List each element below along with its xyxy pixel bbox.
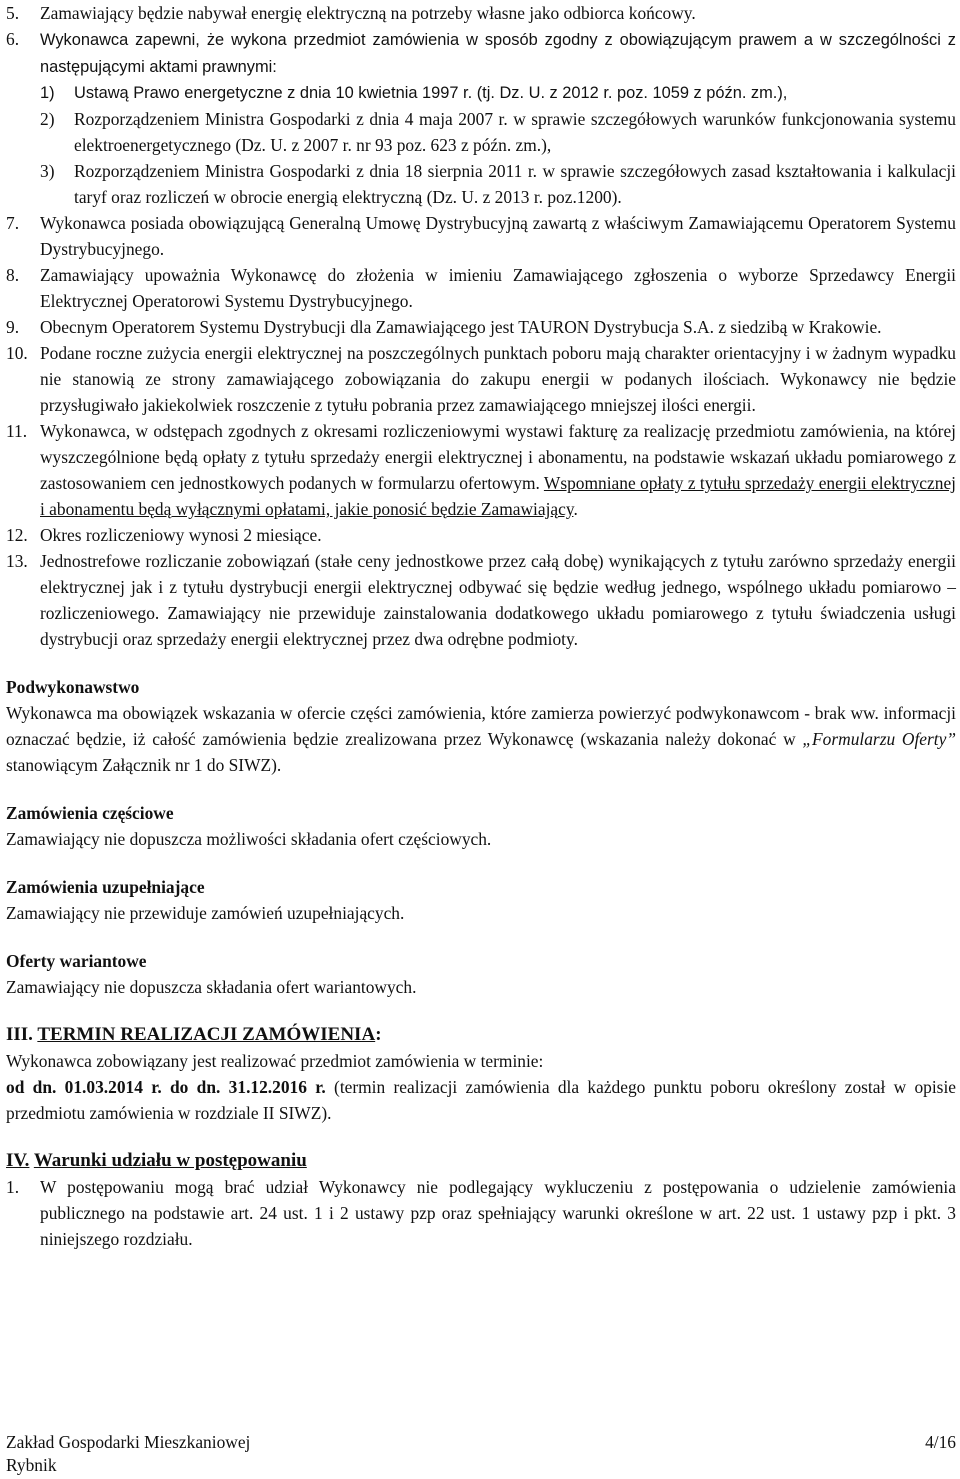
item-number: 10. — [6, 343, 28, 363]
sub-number: 3) — [40, 161, 55, 181]
section-title-colon: : — [375, 1024, 382, 1045]
sub-number: 1) — [40, 84, 55, 102]
page-number: 4/16 — [925, 1432, 956, 1452]
section-3-heading — [6, 1022, 956, 1048]
item-13 — [6, 548, 956, 652]
item-text: W postępowaniu mogą brać udział Wykonawcy nie podlegający wykluczeniu z postępowania o udzielenie zamówienia publicznego na podstawie art. 24 ust. 1 i 2 ustawy pzp oraz spełniający warunki określone w art. 22 ust. 1 ustawy pzp i pkt. 3 niniejszego rozdziału. — [40, 1177, 956, 1249]
spacer — [6, 652, 956, 674]
section-4-heading — [6, 1148, 956, 1174]
section-3-dates — [6, 1074, 956, 1126]
footer-organization: Zakład Gospodarki Mieszkaniowej — [6, 1432, 251, 1452]
item-text: Podane roczne zużycia energii elektrycznej na poszczególnych punktach poboru mają charakter orientacyjny i w żadnym wypadku nie stanowią ze strony zamawiającego zobowiązania do zakupu energii w podanych ilościach. Wykonawcy nie będzie przysługiwało jakiekolwiek roszczenie z tytułu pobrania przez zamawiającego mniejszej ilości energii. — [40, 343, 956, 415]
item-text: Okres rozliczeniowy wynosi 2 miesiące. — [40, 525, 322, 545]
sub-text: Rozporządzeniem Ministra Gospodarki z dnia 18 sierpnia 2011 r. w sprawie szczegółowych zasad kształtowania i kalkulacji taryf oraz rozliczeń w obrocie energią elektryczną (Dz. U. z 2013 r. poz.1200). — [74, 161, 956, 207]
item-12 — [6, 522, 956, 548]
item-6-sub-1 — [6, 80, 956, 106]
document-page — [6, 0, 956, 1252]
heading-oferty-wariantowe: Oferty wariantowe — [6, 951, 147, 971]
spacer — [6, 778, 956, 800]
section-3-text: Wykonawca zobowiązany jest realizować przedmiot zamówienia w terminie: — [6, 1051, 544, 1071]
section-number: III. — [6, 1024, 33, 1045]
heading-zamowienia-czesciowe: Zamówienia częściowe — [6, 803, 174, 823]
spacer — [6, 926, 956, 948]
spacer — [6, 1000, 956, 1022]
spacer — [6, 852, 956, 874]
item-number: 1. — [6, 1177, 20, 1197]
section-title: Warunki udziału w postępowaniu — [33, 1150, 307, 1171]
item-number: 13. — [6, 551, 28, 571]
item-6 — [6, 26, 956, 80]
item-9 — [6, 314, 956, 340]
zamowienia-czesciowe-text: Zamawiający nie dopuszcza możliwości składania ofert częściowych. — [6, 829, 492, 849]
item-text: Wykonawca zapewni, że wykona przedmiot zamówienia w sposób zgodny z obowiązującym prawem a w szczególności z następującymi aktami prawnymi: — [40, 31, 956, 76]
podwykonawstwo-form-name: „Formularzu Oferty” — [802, 729, 956, 749]
item-11 — [6, 418, 956, 522]
oferty-wariantowe-text: Zamawiający nie dopuszcza składania ofert wariantowych. — [6, 977, 417, 997]
item-text: Zamawiający upoważnia Wykonawcę do złożenia w imieniu Zamawiającego zgłoszenia o wyborze Sprzedawcy Energii Elektrycznej Operatorowi Systemu Dystrybucyjnego. — [40, 265, 956, 311]
item-7 — [6, 210, 956, 262]
item-10 — [6, 340, 956, 418]
item-6-sub-2 — [6, 106, 956, 158]
item-text: Jednostrefowe rozliczanie zobowiązań (stałe ceny jednostkowe przez całą dobę) wynikających z tytułu zarówno sprzedaży energii elektrycznej jak i z tytułu dystrybucji energii elektrycznej odbywać się będzie według jednego, wspólnego układu pomiarowo – rozliczeniowego. Zamawiający nie przewiduje zainstalowania dodatkowego układu pomiarowego z tytułu świadczenia usługi dystrybucji oraz sprzedaży energii elektrycznej przez dwa odrębne podmioty. — [40, 551, 956, 649]
zamowienia-uzupelniajace-text: Zamawiający nie przewiduje zamówień uzupełniających. — [6, 903, 405, 923]
realization-dates: od dn. 01.03.2014 r. do dn. 31.12.2016 r. — [6, 1077, 326, 1097]
item-6-sub-3 — [6, 158, 956, 210]
item-text: Wykonawca posiada obowiązującą Generalną Umowę Dystrybucyjną zawartą z właściwym Zamawiającemu Operatorem Systemu Dystrybucyjnego. — [40, 213, 956, 259]
item-number: 6. — [6, 29, 20, 49]
podwykonawstwo-text — [6, 700, 956, 778]
item-text: Obecnym Operatorem Systemu Dystrybucji dla Zamawiającego jest TAURON Dystrybucja S.A. z siedzibą w Krakowie. — [40, 317, 882, 337]
item-number: 9. — [6, 317, 20, 337]
item-number: 11. — [6, 421, 28, 441]
section-number: IV. — [6, 1150, 30, 1171]
item-5 — [6, 0, 956, 26]
item-number: 5. — [6, 3, 20, 23]
footer-city: Rybnik — [6, 1455, 57, 1475]
item-number: 8. — [6, 265, 20, 285]
podwykonawstwo-text-b: stanowiącym Załącznik nr 1 do SIWZ). — [6, 755, 282, 775]
heading-zamowienia-uzupelniajace: Zamówienia uzupełniające — [6, 877, 205, 897]
item-8 — [6, 262, 956, 314]
sub-text: Ustawą Prawo energetyczne z dnia 10 kwietnia 1997 r. (tj. Dz. U. z 2012 r. poz. 1059 z późn. zm.), — [74, 84, 788, 102]
sub-number: 2) — [40, 109, 55, 129]
item-text: Zamawiający będzie nabywał energię elektryczną na potrzeby własne jako odbiorca końcowy. — [40, 3, 696, 23]
spacer — [6, 1126, 956, 1148]
item-number: 7. — [6, 213, 20, 233]
sub-text: Rozporządzeniem Ministra Gospodarki z dnia 4 maja 2007 r. w sprawie szczegółowych warunków funkcjonowania systemu elektroenergetycznego (Dz. U. z 2007 r. nr 93 poz. 623 z późn. zm.), — [74, 109, 956, 155]
section-4-item-1 — [6, 1174, 956, 1252]
realization-note: (termin realizacji zamówienia dla każdego punktu poboru określony został w opisie przedmiotu zamówienia w rozdziale II SIWZ). — [6, 1077, 956, 1123]
podwykonawstwo-text-a: Wykonawca ma obowiązek wskazania w ofercie części zamówienia, które zamierza powierzyć podwykonawcom - brak ww. informacji oznaczać będzie, iż całość zamówienia będzie zrealizowana przez Wykonawcę (wskazania należy dokonać w — [6, 703, 956, 749]
section-title: TERMIN REALIZACJI ZAMÓWIENIA — [37, 1024, 376, 1045]
item-text-end: . — [573, 499, 578, 519]
page-footer — [6, 1431, 956, 1477]
heading-podwykonawstwo: Podwykonawstwo — [6, 677, 140, 697]
item-text-underlined: Wspomniane opłaty z tytułu sprzedaży energii elektrycznej i abonamentu będą wyłącznymi opłatami, jakie ponosić będzie Zamawiający — [40, 473, 956, 519]
item-text: Wykonawca, w odstępach zgodnych z okresami rozliczeniowymi wystawi fakturę za realizację przedmiotu zamówienia, na której wyszczególnione będą opłaty z tytułu sprzedaży energii elektrycznej i abonamentu, na podstawie wskazań układu pomiarowego z zastosowaniem cen jednostkowych podanych w formularzu ofertowym. — [40, 421, 956, 493]
item-number: 12. — [6, 525, 28, 545]
